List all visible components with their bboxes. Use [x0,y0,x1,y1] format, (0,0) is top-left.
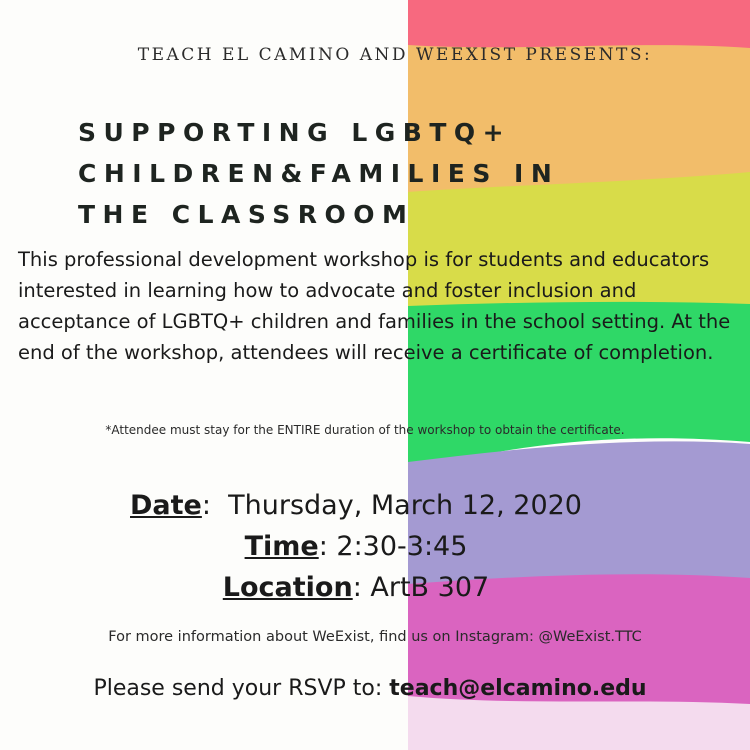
title-line-3: THE CLASSROOM [78,200,415,229]
title-line-1: SUPPORTING LGBTQ+ [78,118,512,147]
location-row: Location: ArtB 307 [222,572,490,603]
workshop-title [78,112,559,235]
presenters-heading: TEACH EL CAMINO AND WEEXIST PRESENTS: [137,45,653,65]
event-details [0,485,712,608]
time-value: 2:30-3:45 [336,531,468,562]
location-label: Location [222,572,353,603]
time-label: Time [244,531,319,562]
date-label: Date [130,490,202,521]
title-line-2: CHILDREN&FAMILIES IN [78,159,560,188]
time-row: Time: 2:30-3:45 [244,531,468,562]
date-row: Date: Thursday, March 12, 2020 [130,490,582,521]
rsvp-prefix: Please send your RSVP to: [93,676,383,701]
rsvp-line [0,676,740,701]
instagram-info: For more information about WeExist, find us on Instagram: @WeExist.TTC [108,629,642,645]
date-value: Thursday, March 12, 2020 [228,490,582,521]
rsvp-email: teach@elcamino.edu [389,676,647,701]
attendance-note: *Attendee must stay for the ENTIRE duration of the workshop to obtain the certificate. [105,423,625,437]
location-value: ArtB 307 [370,572,490,603]
workshop-description: This professional development workshop is for students and educators interested in learning how to advocate and foster inclusion and acceptance of LGBTQ+ children and families in the school setting. At the end of the workshop, attendees will receive a certificate of completion. [18,248,731,364]
